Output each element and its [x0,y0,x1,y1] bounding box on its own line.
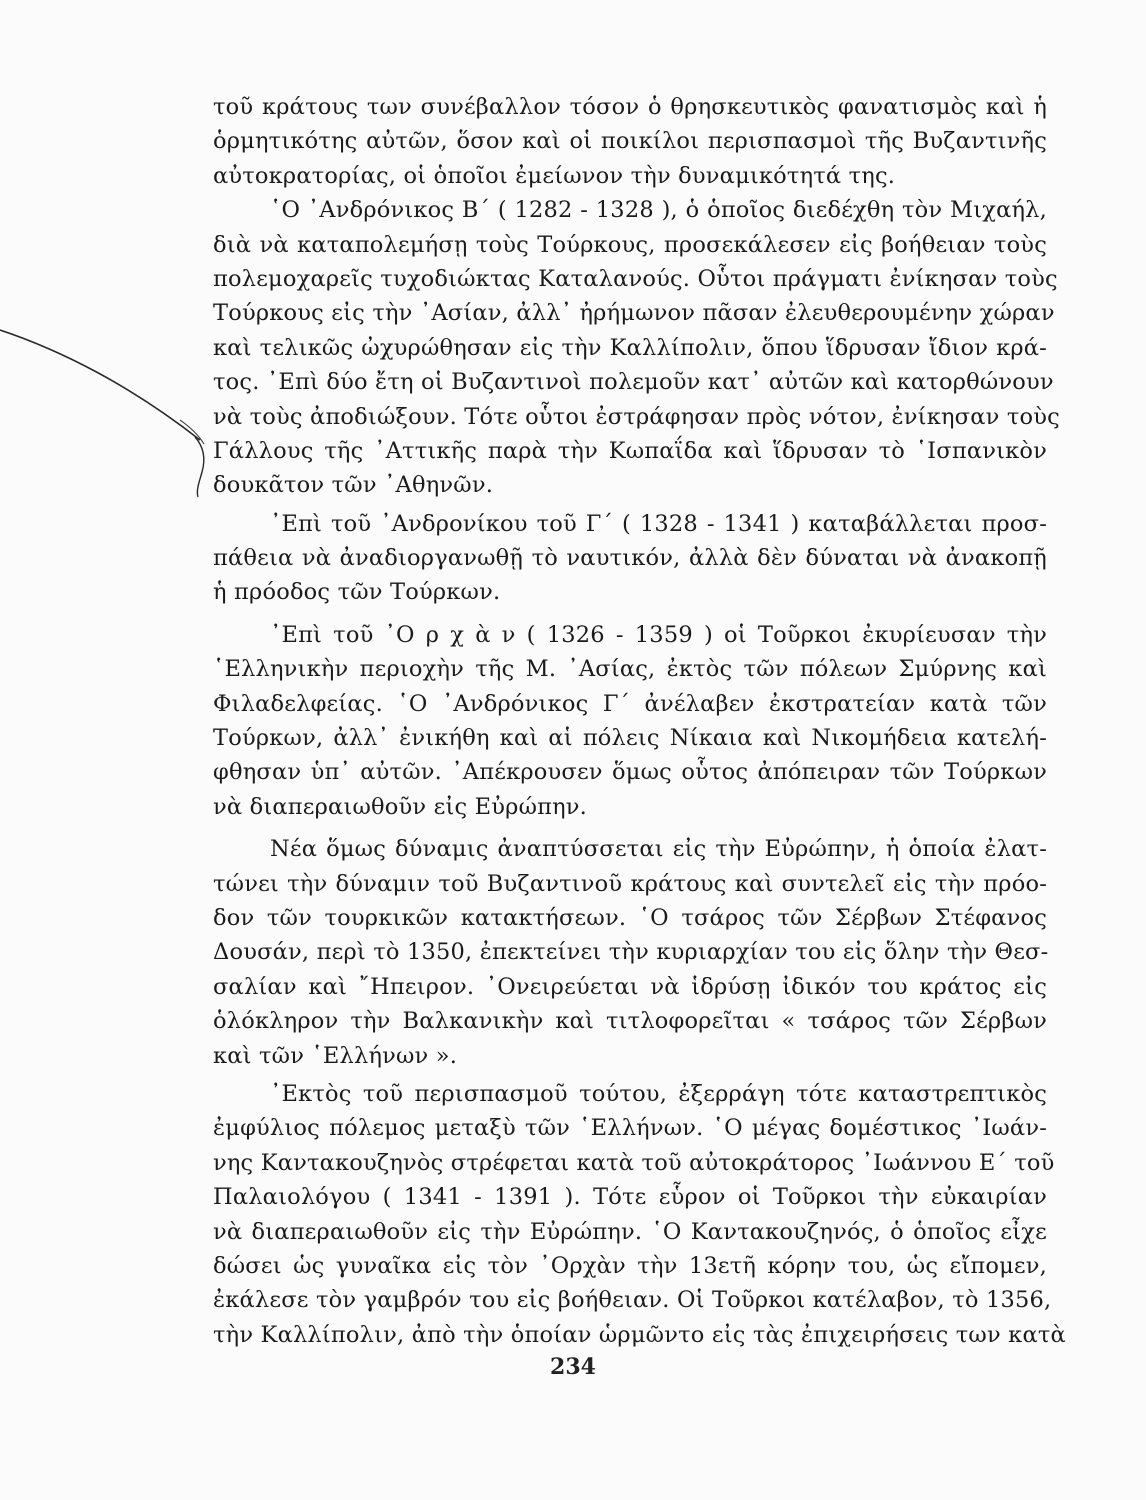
text-line: ῾Ελληνικὴν περιοχὴν τῆς Μ. ᾿Ασίας, ἐκτὸς τῶν πόλεων Σμύρνης καὶ [213,656,1047,683]
text-line: Γάλλους τῆς ᾿Αττικῆς παρὰ τὴν Κωπαΐδα καὶ ἵδρυσαν τὸ ῾Ισπανικὸν [213,437,1047,464]
text-line: πολεμοχαρεῖς τυχοδιώκτας Καταλανούς. Οὗτοι πράγματι ἐνίκησαν τοὺς [213,265,1058,292]
text-line: ὁρμητικότης αὐτῶν, ὅσον καὶ οἱ ποικίλοι περισπασμοὶ τῆς Βυζαντινῆς [213,128,1047,155]
text-line: πάθεια νὰ ἀναδιοργανωθῇ τὸ ναυτικόν, ἀλλὰ δὲν δύναται νὰ ἀνακοπῇ [213,545,1047,572]
text-line: ἡ πρόοδος τῶν Τούρκων. [213,579,501,606]
text-line: Τούρκους εἰς τὴν ᾿Ασίαν, ἀλλ᾿ ἠρήμωνον πᾶσαν ἐλευθερουμένην χώραν [213,300,1055,327]
text-line: διὰ νὰ καταπολεμήσῃ τοὺς Τούρκους, προσεκάλεσεν εἰς βοήθειαν τοὺς [213,231,1047,258]
text-line: ᾿Επὶ τοῦ ᾿Ο ρ χ ὰ ν ( 1326 - 1359 ) οἱ Τοῦρκοι ἐκυρίευσαν τὴν [270,621,1047,648]
text-line: δουκᾶτον τῶν ᾿Αθηνῶν. [213,472,494,499]
text-line: ὁλόκληρον τὴν Βαλκανικὴν καὶ τιτλοφορεῖται « τσάρος τῶν Σέρβων [213,1008,1047,1035]
text-line: φθησαν ὑπ᾿ αὐτῶν. ᾿Απέκρουσεν ὅμως οὗτος ἀπόπειραν τῶν Τούρκων [213,759,1047,786]
text-line: ἐμφύλιος πόλεμος μεταξὺ τῶν ῾Ελλήνων. ῾Ο μέγας δομέστικος ᾿Ιωάν- [213,1115,1047,1142]
page-number: 234 [550,1354,596,1380]
text-line: ᾿Εκτὸς τοῦ περισπασμοῦ τούτου, ἐξερράγη τότε καταστρεπτικὸς [270,1080,1047,1107]
body-text [213,90,1066,1352]
text-line: δον τῶν τουρκικῶν κατακτήσεων. ῾Ο τσάρος τῶν Σέρβων Στέφανος [213,904,1047,931]
text-line: καὶ τῶν ῾Ελλήνων ». [213,1042,458,1069]
text-line: τος. ᾿Επὶ δύο ἔτη οἱ Βυζαντινοὶ πολεμοῦν κατ᾿ αὐτῶν καὶ κατορθώνουν [213,369,1054,396]
text-line: νὰ διαπεραιωθοῦν εἰς Εὐρώπην. [213,793,588,820]
text-line: ᾿Επὶ τοῦ ᾿Ανδρονίκου τοῦ Γ΄ ( 1328 - 1341 ) καταβάλλεται προσ- [270,510,1047,537]
text-line: καὶ τελικῶς ὠχυρώθησαν εἰς τὴν Καλλίπολιν, ὅπου ἵδρυσαν ἴδιον κρά- [213,334,1047,361]
text-line: τοῦ κράτους των συνέβαλλον τόσον ὁ θρησκευτικὸς φανατισμὸς καὶ ἡ [213,94,1047,120]
text-line: Δουσάν, περὶ τὸ 1350, ἐπεκτείνει τὴν κυριαρχίαν του εἰς ὅλην τὴν Θεσ- [213,939,1049,966]
text-line: νὰ διαπεραιωθοῦν εἰς τὴν Εὐρώπην. ῾Ο Καντακουζηνός, ὁ ὁποῖος εἶχε [213,1218,1047,1245]
text-line: Φιλαδελφείας. ῾Ο ᾿Ανδρόνικος Γ΄ ἀνέλαβεν ἐκστρατείαν κατὰ τῶν [213,690,1047,717]
text-line: ἐκάλεσε τὸν γαμβρόν του εἰς βοήθειαν. Οἱ Τοῦρκοι κατέλαβον, τὸ 1356, [213,1287,1052,1314]
text-line: τώνει τὴν δύναμιν τοῦ Βυζαντινοῦ κράτους καὶ συντελεῖ εἰς τὴν πρόο- [213,870,1047,897]
text-line: σαλίαν καὶ ῎Ηπειρον. ᾿Ονειρεύεται νὰ ἱδρύσῃ ἰδικόν του κράτος εἰς [213,973,1047,1000]
text-line: νὰ τοὺς ἀποδιώξουν. Τότε οὗτοι ἐστράφησαν πρὸς νότον, ἐνίκησαν τοὺς [213,403,1060,430]
text-line: νης Καντακουζηνὸς στρέφεται κατὰ τοῦ αὐτοκράτορος ᾿Ιωάννου Ε΄ τοῦ [213,1149,1055,1176]
text-line: Παλαιολόγου ( 1341 - 1391 ). Τότε εὗρον οἱ Τοῦρκοι τὴν εὐκαιρίαν [213,1184,1047,1211]
text-line: τὴν Καλλίπολιν, ἀπὸ τὴν ὁποίαν ὡρμῶντο εἰς τὰς ἐπιχειρήσεις των κατὰ [213,1321,1066,1348]
text-line: ῾Ο ᾿Ανδρόνικος Β΄ ( 1282 - 1328 ), ὁ ὁποῖος διεδέχθη τὸν Μιχαήλ, [270,197,1047,224]
text-line: αὐτοκρατορίας, οἱ ὁποῖοι ἐμείωνον τὴν δυναμικότητά της. [213,162,896,189]
text-line: Νέα ὅμως δύναμις ἀναπτύσσεται εἰς τὴν Εὐρώπην, ἡ ὁποία ἐλατ- [270,836,1047,863]
text-line: Τούρκων, ἀλλ᾿ ἐνικήθη καὶ αἱ πόλεις Νίκαια καὶ Νικομήδεια κατελή- [213,725,1047,752]
text-line: δώσει ὡς γυναῖκα εἰς τὸν ᾿Ορχὰν τὴν 13ετῆ κόρην του, ὡς εἴπομεν, [213,1252,1047,1279]
